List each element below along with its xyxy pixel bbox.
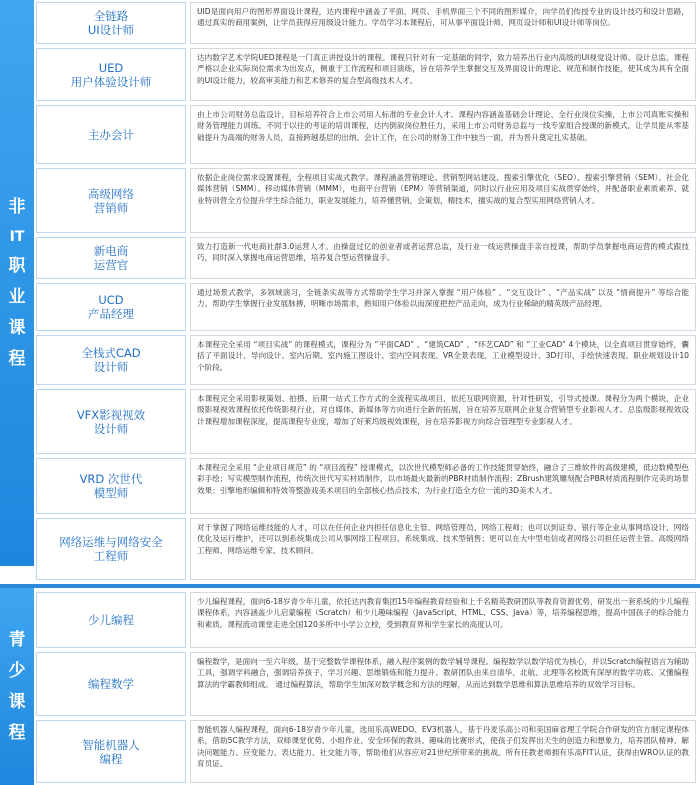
category-youth	[0, 588, 34, 785]
course-name[interactable]	[36, 237, 186, 279]
course-row	[36, 718, 700, 785]
course-row	[36, 456, 700, 516]
course-row	[36, 235, 700, 281]
course-row	[36, 516, 700, 582]
course-description: 由上市公司财务总监设计，目标培养符合上市公司用人标准的专业会计人才。课程内容涵盖基础会计理论、全行业岗位实操，上市公司真账实操和财务管理能力训练。不同于以往的考证的培训课程，达内倒叙岗位胜任力，采用上市公司财务总监与一线专家组合授课的新模式，让学员能从零基础提升为高端的财务人员，直接跨越基层的出纳、会计工作，在公司的财务工作中独当一面，并为晋升奠定扎实基础。	[190, 105, 696, 164]
course-name-line: 编程数学	[88, 677, 134, 691]
course-name-line: 产品经理	[88, 307, 134, 321]
course-description: 智能机器人编程课程，面向6-18岁青少年儿童，选用乐高WEDO、EV3机器人，基于丹麦乐高公司和美国麻省理工学院合作研发的官方制定课程体系，借助5C教学方法，双师课堂优势、小组作业、安全环保的教具、趣味的比赛形式，使孩子们发挥出天生的创造力和想象力，培养团队精神、解决问题能力、应变能力、表达能力、社交能力等，帮助他们从容应对21世纪所带来的挑战。所有任教老师拥有乐高FIT认证，获得由WRO认证的教育员证。	[190, 720, 696, 783]
category-char: 青	[8, 629, 26, 650]
course-description: 本课程完全采用 “企业项目规范” 的 “项目流程” 授课模式，以次世代模型师必备的工作技能贯穿始终，融合了三维软件的高级建模，低边数模型色彩手绘；写实模型制作流程，传统次世代写实材质制作，以市场最火最新的PBR材质制作流程；ZBrush建筑雕刻配合PBR材质流程制作完美的场景效果；引擎地形编辑和特效等整游戏美术项目的全部核心热点技术，为行业打造全方位一流的3D美术人才。	[190, 458, 696, 514]
course-description: 本课程完全采用 “项目实战” 的课程模式，课程分为 “平面CAD” 、“建筑CAD” 、“环艺CAD” 和 “工业CAD” 4个模块，以全真项目贯穿始终，囊括了平面设计、导向设计、室内后期、室内施工图设计、室内空间表现、VR全景表现、工业模型设计、3D打印、手绘快速表现、职业规划设计10个阶段。	[190, 335, 696, 385]
category-char: 程	[8, 722, 26, 743]
course-name-line: 全栈式CAD	[81, 346, 141, 360]
category-char: 课	[8, 691, 26, 712]
course-description: 达内数字艺术学院UED课程是一门真正讲授设计的课程。课程只针对有一定基础的同学，致力培养出行业内高级的UI视觉设计师、设计总监。课程严格以企业实际岗位需求为出发点，侧重于工作流程和项目演练，旨在培养学生掌握交互及界面设计的理论、规范和制作技能，使其成为具有全面的UI设计能力，较高审美能力和艺术修养的复合型高级技术人才。	[190, 48, 696, 101]
section-divider	[0, 584, 700, 588]
course-row	[36, 166, 700, 235]
course-row	[36, 46, 700, 103]
course-name[interactable]	[36, 518, 186, 580]
course-name-line: 工程师	[93, 549, 129, 563]
course-name-line: 新电商	[93, 244, 129, 258]
course-row	[36, 0, 700, 46]
course-name-line: UI设计师	[87, 23, 135, 37]
course-description: 编程数学，是面向一至六年级，基于完整数学课程体系，融入程序案例的数学辅导课程。编程数学以数学培优为核心，并以Scratch编程语言为辅助工具，强调学科融合，强调培养孩子，学习兴趣、思维锻炼和能力提升。教研团队由来自清华、北航、北理等名校既有深厚的数学功底、又懂编程算法的学霸教师组成。 通过编程算法，帮助学生加深对数学概念和方法的理解，从而达到数学思维和算法思维培养的双效学习目标。	[190, 652, 696, 716]
category-char: IT	[9, 228, 25, 245]
category-char: 职	[8, 255, 26, 276]
course-name-line: 全链路	[93, 9, 129, 23]
course-description: 对于掌握了网络运维技能的人才，可以在任何企业内担任信息化主管、网络管理员、网络工程师；也可以到证券、银行等企业从事网络设计、网络优化及运行维护，还可以到系统集成公司从事网络工程项目、系统集成、技术型销售；更可以在大中型电信或者网络公司担任运营主管、高级网络工程师、网络运维专家、技术顾问。	[190, 518, 696, 580]
course-name-line: 高级网络	[88, 186, 134, 201]
course-name[interactable]	[36, 168, 186, 233]
course-row	[36, 387, 700, 456]
category-non-it	[0, 0, 34, 566]
course-name-line: UCD	[98, 293, 124, 307]
course-name[interactable]	[36, 652, 186, 716]
course-name-line: UED	[98, 60, 124, 75]
course-name-line: 设计师	[93, 421, 129, 436]
course-name[interactable]	[36, 335, 186, 385]
course-description: UID是面向用户的图形界面设计课程，达内课程中涵盖了平面、网页、手机界面三个不同的图形媒介，向学员们传授专业的设计技巧和设计思路，通过真实的商用案例，让学员获得应用级设计能力。学员学习本课程后，可从事平面设计师，网页设计师和UI设计师等岗位。	[190, 2, 696, 44]
course-description: 少儿编程课程，面向6-18岁青少年儿童，依托达内教育集团15年编程教育经验和上千名精英教研团队等教育资源优势，研发出一套系统的少儿编程课程体系，内容涵盖少儿启蒙编程（Scratch）和少儿趣味编程（JavaScript、HTML、CSS、Java）等，培养编程思维，提高中国孩子的综合能力和素质。课程流动课堂走进全国120多所中小学公立校，受到教育界和学生家长的高度认可。	[190, 592, 696, 648]
course-name[interactable]	[36, 458, 186, 514]
course-name-line: 编程	[99, 751, 123, 766]
course-row	[36, 103, 700, 166]
course-name[interactable]	[36, 283, 186, 331]
course-row	[36, 650, 700, 718]
course-row	[36, 333, 700, 387]
course-name-line: 设计师	[93, 360, 129, 374]
course-name-line: 少儿编程	[88, 613, 134, 627]
course-description: 本课程完全采用影视策划、拍摄、后期一站式工作方式的全流程实战项目，依托互联网资源，针对性研发，引导式授课。课程分为两个模块，企业级影视视效课程依托传统影视行业，对自媒体、新媒体等方向进行全新的拓展，旨在培养互联网企业复合营销型专业影视人才。总监级影视视效设计课程增加课程深度，提高课程专业度，增加了好莱坞级视效课程，旨在培养影视方向综合管理型专业影视人才。	[190, 389, 696, 454]
course-name[interactable]	[36, 48, 186, 101]
category-char: 业	[8, 286, 26, 307]
course-description: 依据企业岗位需求设置课程，全程项目实战式教学。课程涵盖营销理论、营销型网站建设、搜索引擎优化（SEO）、搜索引擎营销（SEM）、社会化媒体营销（SMM）、移动媒体营销（MMM），电商平台营销（EPM）等营销渠道，同时以行业应用及项目实战贯穿始终，并配备职业素质素养、就业特训营全方位提升学生综合能力，职业发展能力，培养懂营销，会策划，精技术，擅实战的复合型实用网络营销人才。	[190, 168, 696, 233]
course-row	[36, 590, 700, 650]
course-row	[36, 281, 700, 333]
course-name-line: 主办会计	[88, 127, 134, 142]
course-name-line: 运营官	[93, 258, 129, 272]
course-name[interactable]	[36, 592, 186, 648]
course-name[interactable]	[36, 2, 186, 44]
course-name[interactable]	[36, 720, 186, 783]
course-name-line: 用户体验设计师	[70, 74, 152, 89]
course-name-line: 智能机器人	[82, 737, 140, 752]
course-name-line: 模型师	[93, 486, 129, 500]
course-name[interactable]	[36, 389, 186, 454]
course-name[interactable]	[36, 105, 186, 164]
course-name-line: 网络运维与网络安全	[59, 535, 163, 549]
category-char: 程	[8, 348, 26, 369]
category-char: 少	[8, 660, 26, 681]
course-name-line: VFX影视视效	[76, 407, 146, 422]
course-name-line: VRD 次世代	[79, 472, 143, 486]
course-description: 通过场景式教学，多领域演习，全链条实战等方式帮助学生学习并深入掌握 “用户体验” 、“交互设计” 、“产品实战” 以及 “情商提升” 等综合能力。帮助学生掌握行业发展脉搏，明晰市场需求，熟知用户体验以而深度把控产品走向，成为行业稀缺的精英级产品经理。	[190, 283, 696, 331]
category-char: 非	[8, 196, 26, 217]
category-char: 课	[8, 317, 26, 338]
course-description: 致力打造新一代电商社群3.0运营人才。由操盘过亿的创业者或者运营总监，及行业一线运营操盘手亲自授课，帮助学员掌握电商运营的模式跟技巧，同时深入掌握电商运营思维，培养复合型运营操盘手。	[190, 237, 696, 279]
course-name-line: 营销师	[93, 200, 129, 215]
